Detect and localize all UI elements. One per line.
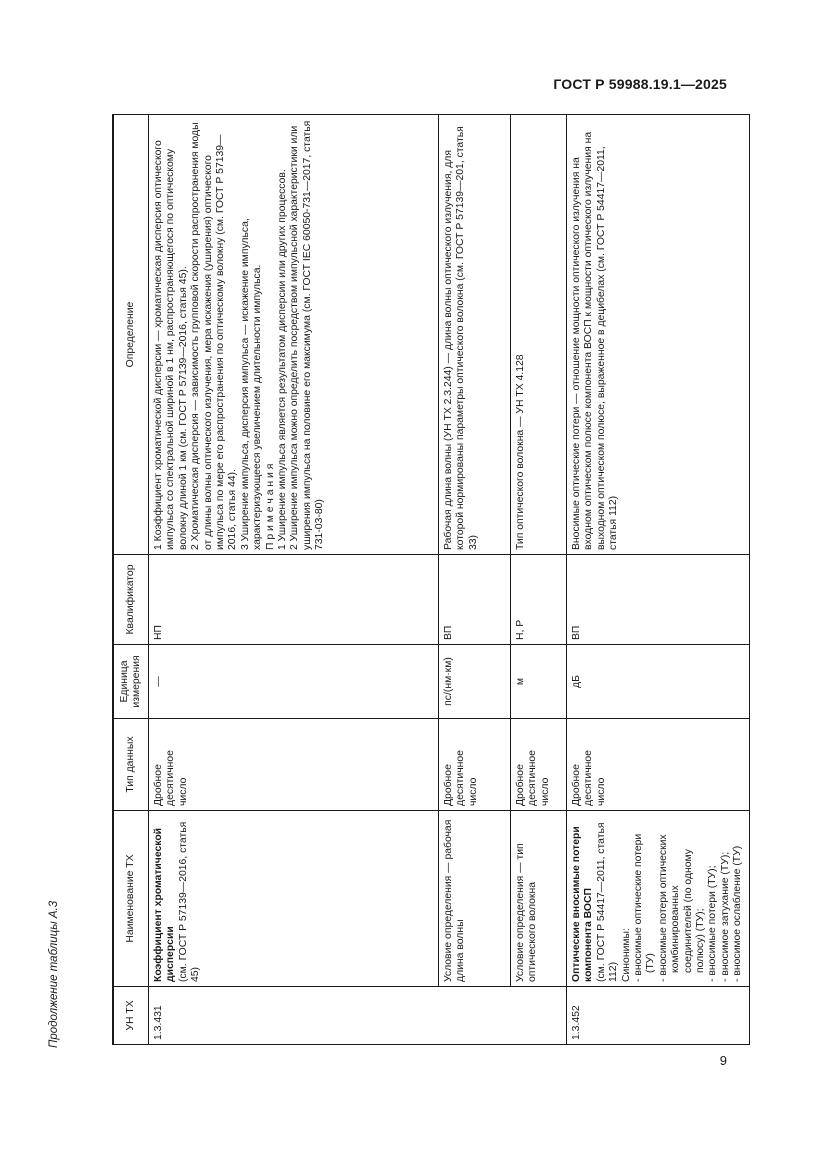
row-unit: — (149, 645, 439, 719)
row-definition: Вносимые оптические потери — отношение мощности оптического излучения на входном оптическом полюсе компонента ВОСП к мощности оптического излучения на выходном оптическом полюсе, выраженное в децибелах (см. ГОСТ Р 54417—2011, статья 112) (567, 115, 750, 555)
column-header: УН ТХ (113, 987, 149, 1045)
column-header: Тип данных (113, 719, 149, 811)
row-name-reference: (см. ГОСТ Р 54417—2011, статья 112) (595, 822, 620, 982)
column-header: Единица измерения (113, 645, 149, 719)
row-name: Условие определения — рабочая длина волны (439, 811, 511, 987)
table-row (511, 115, 567, 1045)
table-row (149, 115, 439, 1045)
list-item: - вносимое затухание (ТУ); (719, 851, 731, 982)
row-qualifier: ВП (439, 555, 511, 645)
note-paragraph: 1 Уширение импульса является результатом дисперсии или других процессов. (277, 169, 289, 550)
column-header: Квалификатор (113, 555, 149, 645)
row-id: 1.3.452 (567, 987, 750, 1045)
row-definition: Тип оптического волокна — УН ТХ 4.128 (511, 115, 567, 555)
page-number: 9 (719, 1053, 727, 1068)
row-name-reference: (см. ГОСТ Р 57139—2016, статья 45) (177, 821, 202, 982)
table-caption: Продолжение таблицы А.3 (48, 900, 60, 1048)
definition-paragraph: 3 Уширение импульса, дисперсия импульса — искажение импульса, характеризующееся увеличением длительности импульса. (239, 218, 264, 550)
definition-paragraph: 2 Хроматическая дисперсия — зависимость групповой скорости распространения моды от длины волны оптического излучения, мера искажения (уширения) оптического импульса по мере его распространения по оптическому волокну (см. ГОСТ Р 57139—2016, статья 44). (190, 122, 239, 550)
row-qualifier: НП (149, 555, 439, 645)
list-item: - вносимые потери оптических комбинированных соединителей (по одному полюсу) (ТУ); (657, 834, 707, 982)
list-item: - вносимые потери (ТУ); (707, 865, 719, 982)
synonyms-label: Синонимы: (620, 928, 632, 982)
table-row (567, 115, 750, 1045)
column-header: Наименование ТХ (113, 811, 149, 987)
row-name (567, 811, 750, 987)
column-header: Определение (113, 115, 149, 555)
row-qualifier: ВП (567, 555, 750, 645)
list-item: - вносимые оптические потери (ТУ) (633, 833, 657, 982)
row-unit: дБ (567, 645, 750, 719)
row-definition (149, 115, 439, 555)
characteristics-table (112, 114, 750, 1045)
row-data-type: Дробное десятичное число (439, 719, 511, 811)
synonyms-list (633, 815, 745, 982)
row-data-type: Дробное десятичное число (511, 719, 567, 811)
definition-paragraph: 1 Коэффициент хроматической дисперсии — хроматическая дисперсия оптического импульса со спектральной шириной в 1 нм, распространяющегося по оптическому волокну длиной 1 км (см. ГОСТ Р 57139—2016, статья 45). (153, 140, 189, 550)
list-item: - вносимое ослабление (ТУ) (732, 845, 744, 982)
row-name-title: Оптические вносимые потери компонента ВОСП (571, 826, 595, 982)
row-data-type: Дробное десятичное число (149, 719, 439, 811)
note-paragraph: 2 Уширение импульса можно определить посредством импульсной характеристики или уширения импульса на половине его максимума (см. ГОСТ IEC 60050-731—2017, статья 731-03-80) (289, 120, 326, 550)
row-name (149, 811, 439, 987)
rotated-table-wrapper (112, 115, 744, 1045)
table-header-row (113, 115, 149, 1045)
document-code: ГОСТ Р 59988.19.1—2025 (553, 76, 727, 92)
notes-title: П р и м е ч а н и я (264, 463, 276, 550)
row-unit: м (511, 645, 567, 719)
table-row (439, 115, 511, 1045)
row-id: 1.3.431 (149, 987, 567, 1045)
row-definition: Рабочая длина волны (УН ТХ 2.3.244) — длина волны оптического излучения, для которой нормированы параметры оптического волокна (см. ГОСТ Р 57139—201, статья 33) (439, 115, 511, 555)
row-name: Условие определения — тип оптического волокна (511, 811, 567, 987)
row-data-type: Дробное десятичное число (567, 719, 750, 811)
row-unit: пс/(нм·км) (439, 645, 511, 719)
row-qualifier: Н, Р (511, 555, 567, 645)
row-name-title: Коэффициент хроматической дисперсии (153, 827, 177, 982)
